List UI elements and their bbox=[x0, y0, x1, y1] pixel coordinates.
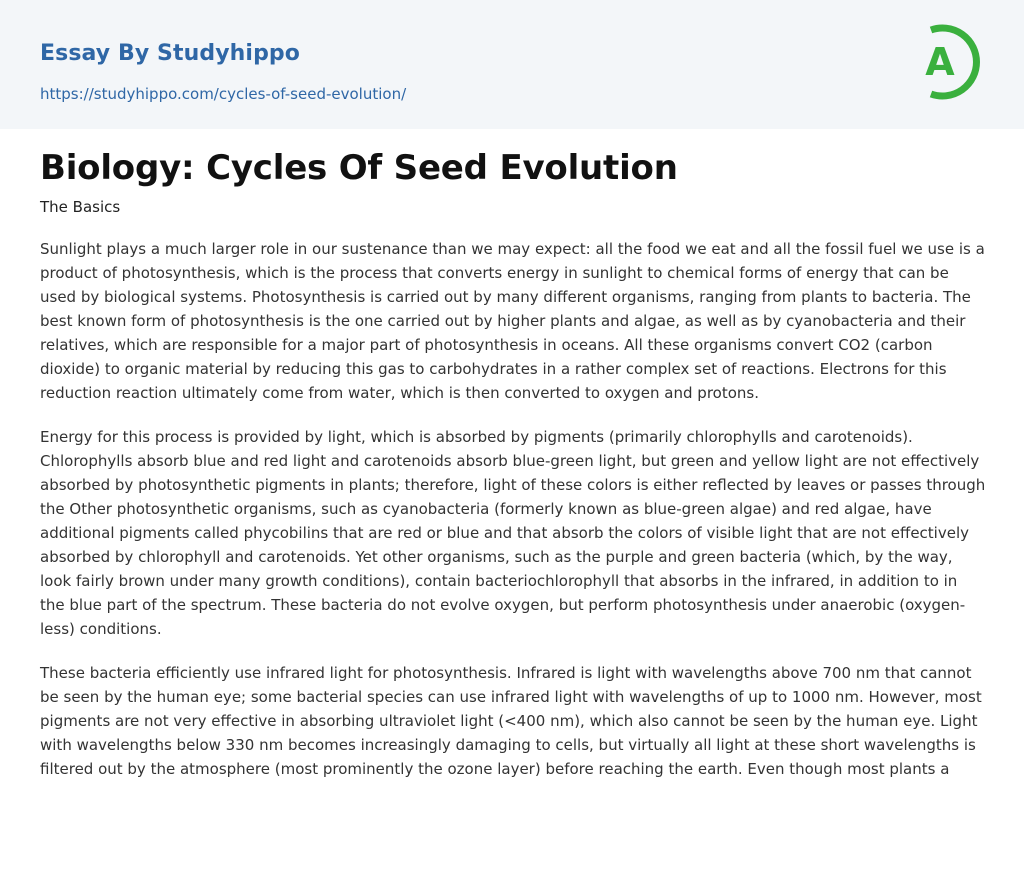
article bbox=[40, 145, 986, 781]
article-title: Biology: Cycles Of Seed Evolution bbox=[40, 148, 678, 188]
site-header bbox=[0, 0, 1024, 129]
article-subtitle: The Basics bbox=[40, 198, 121, 216]
article-paragraph: Sunlight plays a much larger role in our sustenance than we may expect: all the food we eat and all the fossil fuel we use is a product of photosynthesis, which is the process that converts energy in sunlight to chemical forms of energy that can be used by biological systems. Photosynthesis is carried out by many different organisms, ranging from plants to bacteria. The best known form of photosynthesis is the one carried out by higher plants and algae, as well as by cyanobacteria and their relatives, which are responsible for a major part of photosynthesis in oceans. All these organisms convert CO2 (carbon dioxide) to organic material by reducing this gas to carbohydrates in a rather complex set of reactions. Electrons for this reduction reaction ultimately come from water, which is then converted to oxygen and protons. bbox=[40, 240, 985, 402]
page-url-link[interactable]: https://studyhippo.com/cycles-of-seed-evolution/ bbox=[40, 85, 407, 103]
logo-letter: A bbox=[925, 40, 955, 84]
article-paragraph: These bacteria efficiently use infrared light for photosynthesis. Infrared is light with wavelengths above 700 nm that cannot be seen by the human eye; some bacterial species can use infrared light with wavelengths of up to 1000 nm. However, most pigments are not very effective in absorbing ultraviolet light (<400 nm), which also cannot be seen by the human eye. Light with wavelengths below 330 nm becomes increasingly damaging to cells, but virtually all light at these short wavelengths is filtered out by the atmosphere (most prominently the ozone layer) before reaching the earth. Even though most plants a bbox=[40, 664, 982, 778]
article-paragraph: Energy for this process is provided by light, which is absorbed by pigments (primarily chlorophylls and carotenoids). Chlorophylls absorb blue and red light and carotenoids absorb blue-green light, but green and yellow light are not effectively absorbed by photosynthetic pigments in plants; therefore, light of these colors is either reflected by leaves or passes through the Other photosynthetic organisms, such as cyanobacteria (formerly known as blue-green algae) and red algae, have additional pigments called phycobilins that are red or blue and that absorb the colors of visible light that are not effectively absorbed by chlorophyll and carotenoids. Yet other organisms, such as the purple and green bacteria (which, by the way, look fairly brown under many growth conditions), contain bacteriochlorophyll that absorbs in the infrared, in addition to in the blue part of the spectrum. These bacteria do not evolve oxygen, but perform photosynthesis under anaerobic (oxygen-less) conditions. bbox=[40, 428, 986, 638]
studyhippo-logo-icon[interactable] bbox=[912, 19, 986, 105]
site-brand[interactable]: Essay By Studyhippo bbox=[40, 41, 300, 66]
